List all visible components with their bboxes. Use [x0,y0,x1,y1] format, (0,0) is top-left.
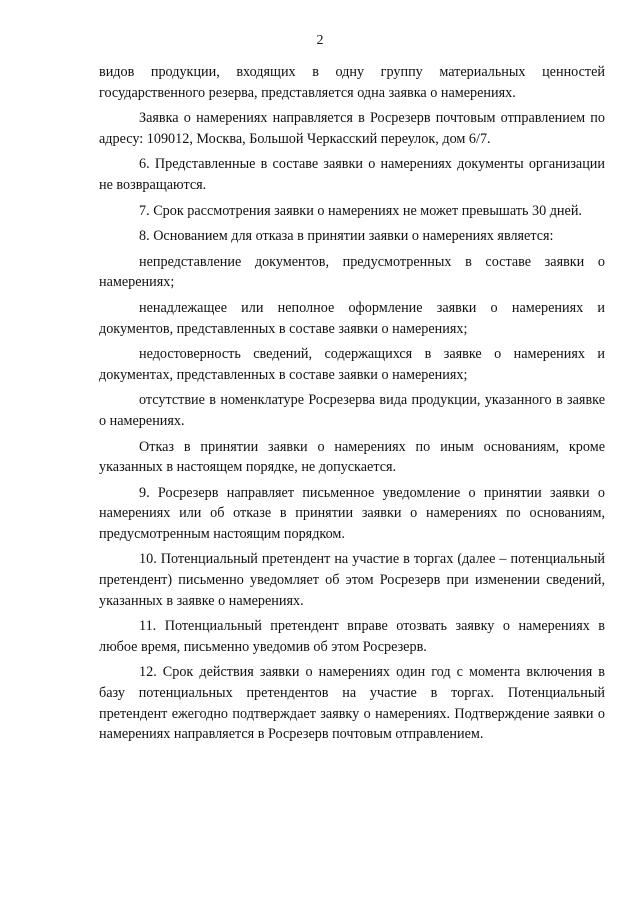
paragraph-item-11: 11. Потенциальный претендент вправе отозвать заявку о намерениях в любое время, письменно уведомив об этом Росрезерв. [99,618,605,655]
paragraph-refusal-reason-4: отсутствие в номенклатуре Росрезерва вида продукции, указанного в заявке о намерениях. [99,392,605,429]
paragraph-item-7: 7. Срок рассмотрения заявки о намерениях не может превышать 30 дней. [139,202,582,219]
paragraph-submission-address: Заявка о намерениях направляется в Росрезерв почтовым отправлением по адресу: 109012, Москва, Большой Черкасский переулок, дом 6/7. [99,110,605,147]
paragraph-item-8: 8. Основанием для отказа в принятии заявки о намерениях является: [139,228,554,245]
page-number: 2 [316,33,324,48]
document-body [99,62,605,750]
paragraph-refusal-other: Отказ в принятии заявки о намерениях по иным основаниям, кроме указанных в настоящем порядке, не допускается. [99,438,605,476]
paragraph-refusal-reason-1: непредставление документов, предусмотренных в составе заявки о намерениях; [99,253,605,291]
paragraph-continuation: видов продукции, входящих в одну группу материальных ценностей государственного резерва, представляется одна заявка о намерениях. [99,64,605,101]
paragraph-item-12: 12. Срок действия заявки о намерениях один год с момента включения в базу потенциальных претендентов на участие в торгах. Потенциальный претендент ежегодно подтверждает заявку о намерениях. Подтверждение заявки о намерениях направляется в Росрезерв почтовым отправлением. [99,664,605,743]
paragraph-refusal-reason-3: недостоверность сведений, содержащихся в заявке о намерениях и документах, представленных в составе заявки о намерениях; [99,346,605,383]
paragraph-item-6: 6. Представленные в составе заявки о намерениях документы организации не возвращаются. [99,156,605,193]
paragraph-item-10: 10. Потенциальный претендент на участие в торгах (далее – потенциальный претендент) письменно уведомляет об этом Росрезерв при изменении сведений, указанных в заявке о намерениях. [99,551,605,609]
paragraph-item-9: 9. Росрезерв направляет письменное уведомление о принятии заявки о намерениях или об отказе в принятии заявки о намерениях по основаниям, предусмотренным настоящим порядком. [99,484,605,542]
paragraph-refusal-reason-2: ненадлежащее или неполное оформление заявки о намерениях и документов, представленных в составе заявки о намерениях; [99,299,605,337]
